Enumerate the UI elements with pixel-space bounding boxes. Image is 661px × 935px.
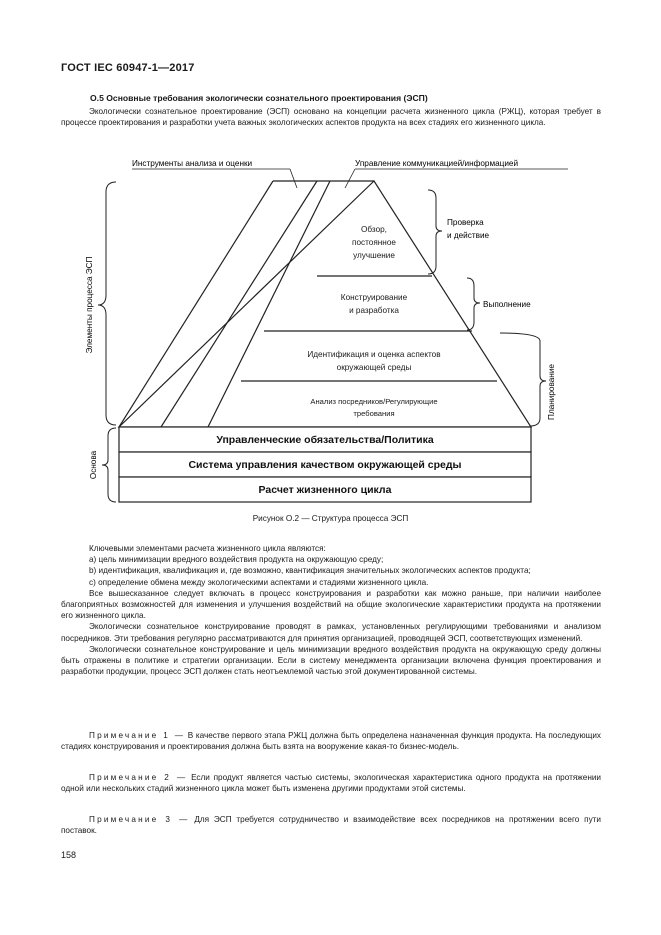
right-brace-do [467, 278, 480, 330]
level1-line2: постоянное [352, 238, 396, 247]
paragraph-1: Все вышесказанное следует включать в процесс конструирования и разработки как можно раньше, при наличии наиболее благоприятных возможностей для изменения и улучшения воздействий на общие экологические характеристики продукта на протяжении его жизненного цикла. [61, 588, 601, 621]
label-basis: Основа [89, 450, 98, 480]
list-item-b: b) идентификация, квалификация и, где возможно, квантификация значительных экологических аспектов продукта; [89, 566, 531, 576]
section-title: O.5 Основные требования экологически сознательного проектирования (ЭСП) [90, 93, 428, 103]
right-brace-plan [500, 333, 546, 426]
left-brace-elements [98, 182, 116, 425]
left-brace-basis [102, 428, 116, 502]
level2-line1: Конструирование [340, 293, 408, 302]
level3-line1: Идентификация и оценка аспектов [307, 350, 441, 359]
page-number: 158 [61, 850, 77, 860]
note-3-label: Примечание 3 — [89, 815, 190, 824]
top-right-label: Управление коммуникацией/информацией [355, 159, 519, 168]
level4-line1: Анализ посредников/Регулирующие [310, 397, 438, 406]
right-brace-check [428, 190, 442, 274]
list-item-c: c) определение обмена между экологическими аспектами и стадиями жизненного цикла. [89, 577, 429, 587]
label-check-line1: Проверка [447, 218, 484, 227]
list-intro: Ключевыми элементами расчета жизненного цикла являются: [89, 544, 326, 553]
label-check-line2: и действие [447, 231, 490, 240]
note-2-text: Если продукт является частью системы, экологическая характеристика одного продукта на протяжении одной или нескольких стадий жизненного цикла может быть изменена другими продуктами этой системы. [61, 773, 601, 794]
level1-line3: улучшение [353, 251, 395, 260]
paragraph-2: Экологически сознательное конструирование проводят в рамках, установленных регулирующими требованиями и анализом посредников. Эти требования регулярно рассматриваются для принятия организацией, проводящей ЭСП, соответствующих изменений. [61, 622, 601, 643]
list-item-a: a) цель минимизации вредного воздействия продукта на окружающую среду; [89, 555, 384, 565]
top-left-label: Инструменты анализа и оценки [132, 159, 253, 168]
note-3 [61, 814, 601, 836]
intro-text: Экологически сознательное проектирование (ЭСП) основано на концепции расчета жизненного цикла (РЖЦ), которая требует в процессе проектирования и разработки учета важных экологических аспектов продукта на всех стадиях его жизненного цикла. [61, 107, 601, 128]
base-row3-text: Расчет жизненного цикла [258, 484, 392, 496]
body-text [61, 543, 601, 677]
paragraph-3: Экологически сознательное конструирование и цель минимизации вредного воздействия продукта на окружающую среду должны быть отражены в политике и стратегии организации. Если в систему менеджмента организации включена функция проектирования и разработки продукции, процесс ЭСП должен стать неотъемлемой частью этой документированной системы. [61, 644, 601, 677]
base-row1-text: Управленческие обязательства/Политика [216, 434, 434, 446]
note-2-label: Примечание 2 — [89, 773, 188, 782]
esp-process-figure [0, 150, 661, 520]
base-row2-text: Система управления качеством окружающей среды [188, 459, 462, 471]
level1-line1: Обзор, [361, 225, 387, 234]
figure-caption: Рисунок O.2 — Структура процесса ЭСП [252, 514, 409, 523]
label-elements: Элементы процесса ЭСП [85, 256, 94, 354]
note-1-label: Примечание 1 — [89, 731, 186, 740]
document-header: ГОСТ IEC 60947-1—2017 [61, 62, 195, 74]
level2-line2: и разработка [349, 306, 399, 315]
intro-paragraph [61, 106, 601, 128]
note-1 [61, 730, 601, 752]
note-3-text: Для ЭСП требуется сотрудничество и взаимодействие всех посредников на протяжении всего пути поставок. [61, 815, 601, 836]
level4-line2: требования [353, 409, 395, 418]
label-do: Выполнение [483, 300, 531, 309]
note-1-text: В качестве первого этапа РЖЦ должна быть определена назначенная функция продукта. На последующих стадиях конструирования и проектирования должна быть взята на вооружение какая-то бизнес-модель. [61, 731, 601, 752]
label-plan: Планирование [547, 364, 556, 420]
level3-line2: окружающей среды [336, 363, 412, 372]
note-2 [61, 772, 601, 794]
